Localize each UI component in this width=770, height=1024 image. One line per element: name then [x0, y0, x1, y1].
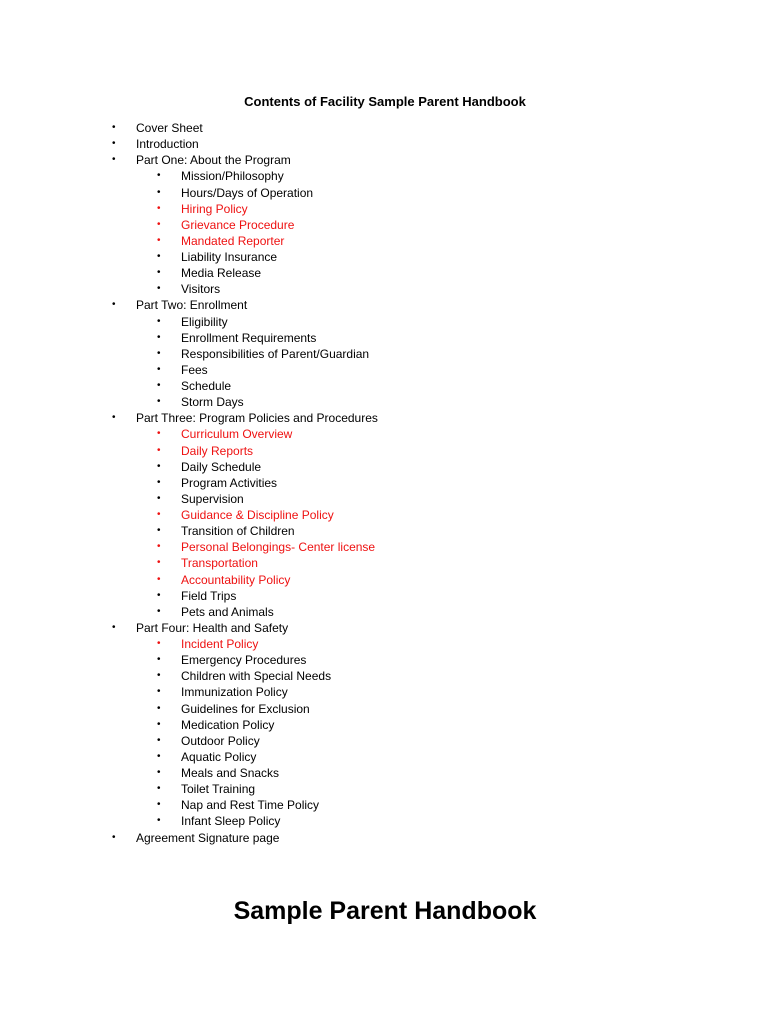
- toc-subitem: [0, 588, 770, 604]
- toc-item-label: Meals and Snacks: [181, 766, 280, 780]
- toc-item-label: Grievance Procedure: [181, 217, 295, 232]
- toc-item-label: Toilet Training: [181, 782, 256, 797]
- toc-subitem: [0, 330, 770, 346]
- bullet-icon: •: [157, 783, 161, 795]
- toc-item-label: Personal Belongings- Center license: [181, 540, 376, 555]
- bullet-icon: •: [157, 605, 161, 617]
- toc-subitem: [0, 797, 770, 813]
- toc-item-label: Fees: [181, 362, 208, 377]
- toc-subitem: [0, 507, 770, 523]
- toc-subitem: [0, 314, 770, 330]
- toc-item-label: Part Four: Health and Safety: [136, 620, 289, 635]
- bullet-icon: •: [157, 670, 161, 682]
- toc-item-label: Agreement Signature page: [136, 830, 280, 845]
- bullet-icon: •: [157, 767, 161, 778]
- toc-item-label: Nap and Rest Time Policy: [181, 798, 320, 813]
- document-title: Sample Parent Handbook: [233, 897, 537, 925]
- toc-subitem: [0, 604, 770, 620]
- toc-item-label: Guidance & Discipline Policy: [181, 508, 334, 522]
- toc-item-label: Daily Reports: [181, 443, 254, 458]
- toc-item-label: Children with Special Needs: [181, 669, 332, 684]
- bullet-icon: •: [157, 573, 161, 585]
- bullet-icon: •: [112, 831, 116, 843]
- toc-subitem: [0, 701, 770, 717]
- toc-item-label: Liability Insurance: [181, 250, 278, 264]
- bullet-icon: •: [157, 686, 161, 698]
- bullet-icon: •: [157, 234, 161, 246]
- toc-item-label: Supervision: [181, 491, 244, 506]
- bullet-icon: •: [157, 380, 161, 391]
- toc-item-label: Pets and Animals: [181, 604, 274, 619]
- toc-item-label: Cover Sheet: [136, 121, 203, 135]
- toc-subitem: [0, 378, 770, 394]
- bullet-icon: •: [157, 557, 161, 569]
- toc-item-label: Curriculum Overview: [181, 427, 293, 442]
- toc-subitem: [0, 684, 770, 700]
- toc-subitem: [0, 475, 770, 491]
- toc-item-label: Part Two: Enrollment: [136, 298, 248, 313]
- bullet-icon: •: [157, 525, 161, 537]
- toc-item-label: Emergency Procedures: [181, 653, 307, 668]
- toc-item-label: Transportation: [181, 556, 258, 571]
- bullet-icon: •: [157, 347, 161, 359]
- toc-section-item: [0, 136, 770, 152]
- toc-subitem: [0, 491, 770, 507]
- bullet-icon: •: [112, 138, 116, 150]
- bullet-icon: •: [157, 202, 161, 214]
- toc-subitem: [0, 185, 770, 201]
- toc-heading: Contents of Facility Sample Parent Handbook: [244, 94, 526, 109]
- toc-subitem: [0, 168, 770, 184]
- bullet-icon: •: [157, 718, 161, 730]
- toc-subitem: [0, 265, 770, 281]
- toc-item-label: Accountability Policy: [181, 572, 291, 587]
- bullet-icon: •: [112, 621, 116, 633]
- bullet-icon: •: [157, 444, 161, 456]
- toc-subitem: [0, 426, 770, 442]
- bullet-icon: •: [157, 283, 161, 295]
- toc-item-label: Hours/Days of Operation: [181, 185, 314, 200]
- bullet-icon: •: [157, 702, 161, 714]
- bullet-icon: •: [157, 267, 161, 279]
- toc-section-item: [0, 297, 770, 313]
- bullet-icon: •: [112, 299, 116, 311]
- bullet-icon: •: [157, 428, 161, 440]
- toc-item-label: Eligibility: [181, 314, 228, 329]
- bullet-icon: •: [157, 170, 161, 182]
- toc-subitem: [0, 346, 770, 362]
- toc-section-item: [0, 120, 770, 136]
- toc-item-label: Schedule: [181, 379, 232, 393]
- toc-subitem: [0, 201, 770, 217]
- toc-item-label: Responsibilities of Parent/Guardian: [181, 346, 370, 361]
- toc-item-label: Visitors: [181, 282, 221, 297]
- toc-item-label: Transition of Children: [181, 524, 295, 539]
- toc-item-label: Part Three: Program Policies and Procedures: [136, 411, 378, 426]
- bullet-icon: •: [157, 476, 161, 488]
- bullet-icon: •: [157, 654, 161, 666]
- toc-subitem: [0, 555, 770, 571]
- toc-subitem: [0, 539, 770, 555]
- toc-item-label: Hiring Policy: [181, 201, 248, 216]
- toc-subitem: [0, 362, 770, 378]
- toc-subitem: [0, 733, 770, 749]
- toc-subitem: [0, 249, 770, 265]
- toc-subitem: [0, 717, 770, 733]
- bullet-icon: •: [112, 154, 116, 166]
- bullet-icon: •: [157, 541, 161, 553]
- bullet-icon: •: [157, 331, 161, 343]
- bullet-icon: •: [157, 638, 161, 649]
- toc-item-label: Mandated Reporter: [181, 233, 285, 248]
- toc-subitem: [0, 813, 770, 829]
- toc-section-item: [0, 830, 770, 846]
- toc-subitem: [0, 394, 770, 410]
- bullet-icon: •: [112, 412, 116, 424]
- toc-subitem: [0, 459, 770, 475]
- bullet-icon: •: [157, 186, 161, 198]
- toc-item-label: Daily Schedule: [181, 459, 262, 474]
- toc-subitem: [0, 765, 770, 781]
- toc-subitem: [0, 636, 770, 652]
- toc-item-label: Introduction: [136, 137, 199, 152]
- toc-subitem: [0, 523, 770, 539]
- toc-subitem: [0, 668, 770, 684]
- bullet-icon: •: [112, 122, 116, 133]
- bullet-icon: •: [157, 815, 161, 827]
- toc-item-label: Mission/Philosophy: [181, 169, 284, 184]
- toc-item-label: Storm Days: [181, 395, 244, 410]
- toc-item-label: Part One: About the Program: [136, 153, 291, 168]
- bullet-icon: •: [157, 460, 161, 472]
- toc-item-label: Outdoor Policy: [181, 733, 260, 748]
- bullet-icon: •: [157, 509, 161, 520]
- bullet-icon: •: [157, 396, 161, 408]
- table-of-contents: [0, 120, 770, 846]
- toc-subitem: [0, 443, 770, 459]
- bullet-icon: •: [157, 363, 161, 375]
- bullet-icon: •: [157, 799, 161, 811]
- toc-subitem: [0, 749, 770, 765]
- toc-item-label: Enrollment Requirements: [181, 330, 317, 345]
- toc-subitem: [0, 652, 770, 668]
- toc-item-label: Medication Policy: [181, 717, 275, 732]
- bullet-icon: •: [157, 218, 161, 230]
- toc-item-label: Aquatic Policy: [181, 749, 257, 764]
- toc-item-label: Field Trips: [181, 588, 237, 603]
- toc-subitem: [0, 572, 770, 588]
- toc-section-item: [0, 410, 770, 426]
- toc-subitem: [0, 781, 770, 797]
- toc-section-item: [0, 620, 770, 636]
- bullet-icon: •: [157, 251, 161, 262]
- toc-item-label: Guidelines for Exclusion: [181, 701, 310, 716]
- toc-subitem: [0, 281, 770, 297]
- bullet-icon: •: [157, 750, 161, 762]
- bullet-icon: •: [157, 315, 161, 327]
- toc-item-label: Incident Policy: [181, 637, 259, 651]
- toc-subitem: [0, 217, 770, 233]
- bullet-icon: •: [157, 589, 161, 601]
- toc-section-item: [0, 152, 770, 168]
- bullet-icon: •: [157, 734, 161, 746]
- toc-item-label: Media Release: [181, 266, 262, 281]
- bullet-icon: •: [157, 492, 161, 504]
- toc-item-label: Program Activities: [181, 475, 278, 490]
- toc-item-label: Infant Sleep Policy: [181, 814, 281, 829]
- toc-subitem: [0, 233, 770, 249]
- toc-item-label: Immunization Policy: [181, 685, 288, 700]
